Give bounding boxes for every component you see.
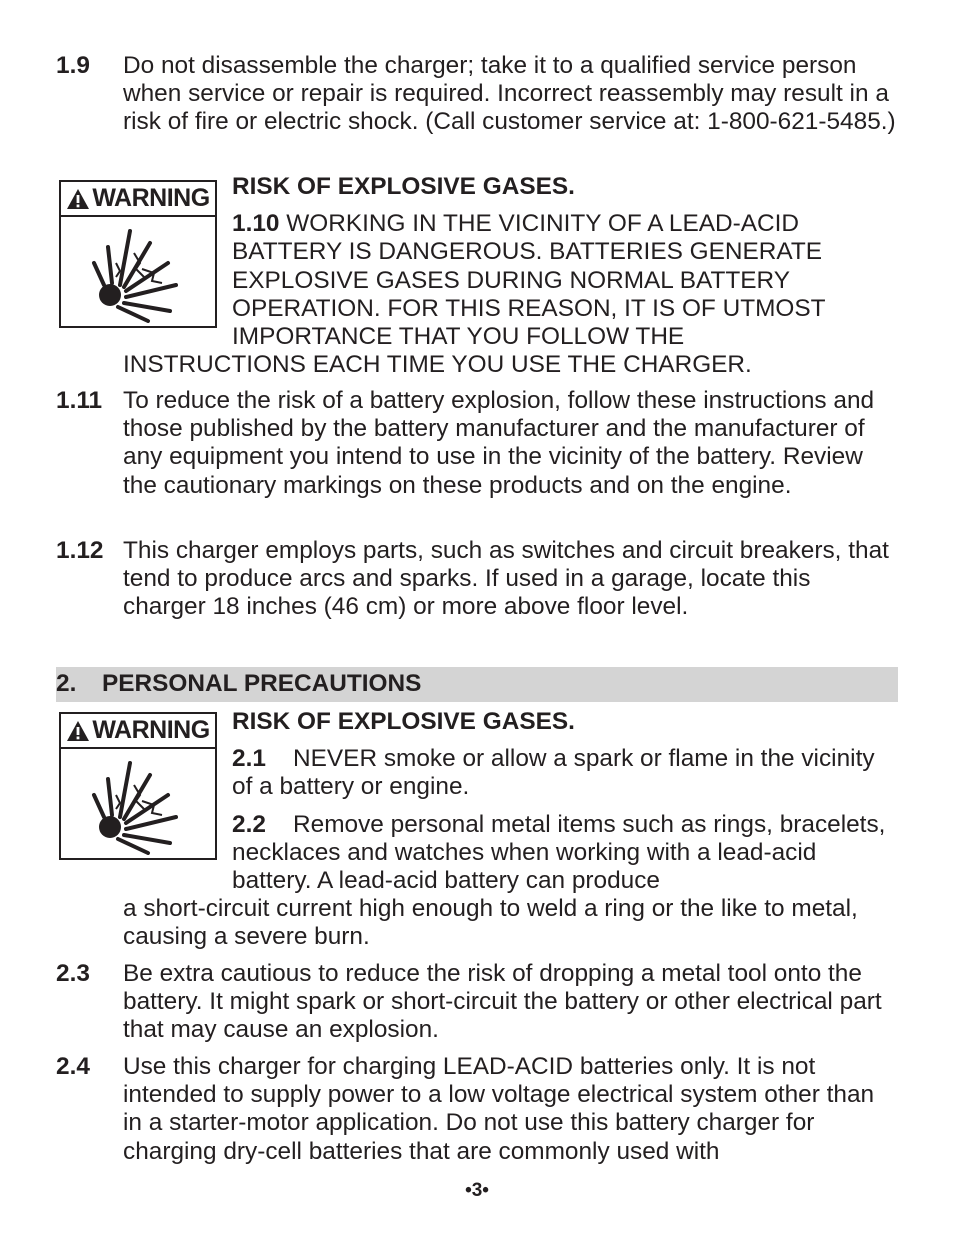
item-number: 1.11 bbox=[56, 387, 103, 414]
item-number: 1.12 bbox=[56, 537, 104, 564]
warning-label-text: WARNING bbox=[92, 716, 210, 745]
item-2-2: 2.2 Remove personal metal items such as rings, bracelets, necklaces and watches when working with a lead-acid battery. A lead-acid battery can produce bbox=[232, 810, 886, 895]
item-2-1: 2.1 NEVER smoke or allow a spark or flame in the vicinity of a battery or engine. bbox=[232, 745, 875, 801]
item-1-9 bbox=[56, 52, 898, 137]
item-text: Be extra cautious to reduce the risk of dropping a metal tool onto the battery. It might spark or short-circuit the battery or other electrical part that may cause an explosion. bbox=[123, 960, 882, 1044]
warning-label-text: WARNING bbox=[92, 184, 210, 213]
warning-1-text bbox=[56, 173, 898, 379]
item-text: This charger employs parts, such as switches and circuit breakers, that tend to produce arcs and sparks. If used in a garage, locate this charger 18 inches (46 cm) or more above floor level. bbox=[123, 537, 889, 621]
risk-heading: RISK OF EXPLOSIVE GASES. bbox=[232, 708, 575, 735]
item-1-12 bbox=[56, 537, 898, 622]
item-text: Use this charger for charging LEAD-ACID batteries only. It is not intended to supply power to a low voltage electrical system other than in a starter-motor application. Do not use this battery charger for charging dry-cell batteries that are commonly used with bbox=[123, 1053, 875, 1165]
item-number: 1.10 bbox=[232, 210, 280, 238]
item-number: 1.9 bbox=[56, 52, 90, 79]
item-number: 2.1 bbox=[232, 745, 266, 773]
section-title: PERSONAL PRECAUTIONS bbox=[102, 670, 422, 698]
section-number: 2. bbox=[56, 670, 77, 698]
item-text: To reduce the risk of a battery explosion, follow these instructions and those published by the battery manufacturer and the manufacturer of any equipment you intend to use in the vicinity of the battery. Review the cautionary markings on these products and on the engine. bbox=[123, 387, 875, 499]
item-1-10-text: 1.10 WORKING IN THE VICINITY OF A LEAD-ACID BATTERY IS DANGEROUS. BATTERIES GENERATE EXPLOSIVE GASES DURING NORMAL BATTERY OPERATION. FOR THIS REASON, IT IS OF UTMOST IMPORTANCE THAT YOU FOLLOW THE bbox=[232, 210, 826, 351]
warning-2-text bbox=[56, 708, 898, 952]
item-2-3 bbox=[56, 960, 898, 1045]
item-number: 2.4 bbox=[56, 1053, 90, 1080]
risk-heading: RISK OF EXPLOSIVE GASES. bbox=[232, 173, 575, 200]
page-number: •3• bbox=[465, 1180, 489, 1201]
item-number: 2.2 bbox=[232, 810, 266, 838]
warning-2-tail: a short-circuit current high enough to weld a ring or the like to metal, causing a severe burn. bbox=[123, 895, 858, 951]
section-header bbox=[56, 667, 898, 702]
item-number: 2.3 bbox=[56, 960, 90, 987]
item-1-11 bbox=[56, 387, 898, 500]
item-2-4 bbox=[56, 1053, 898, 1166]
warning-1-tail: INSTRUCTIONS EACH TIME YOU USE THE CHARGER. bbox=[123, 351, 752, 379]
item-text: Do not disassemble the charger; take it to a qualified service person when service or repair is required. Incorrect reassembly may result in a risk of fire or electric shock. (Call customer service at: 1-800-621-5485.) bbox=[123, 52, 896, 136]
